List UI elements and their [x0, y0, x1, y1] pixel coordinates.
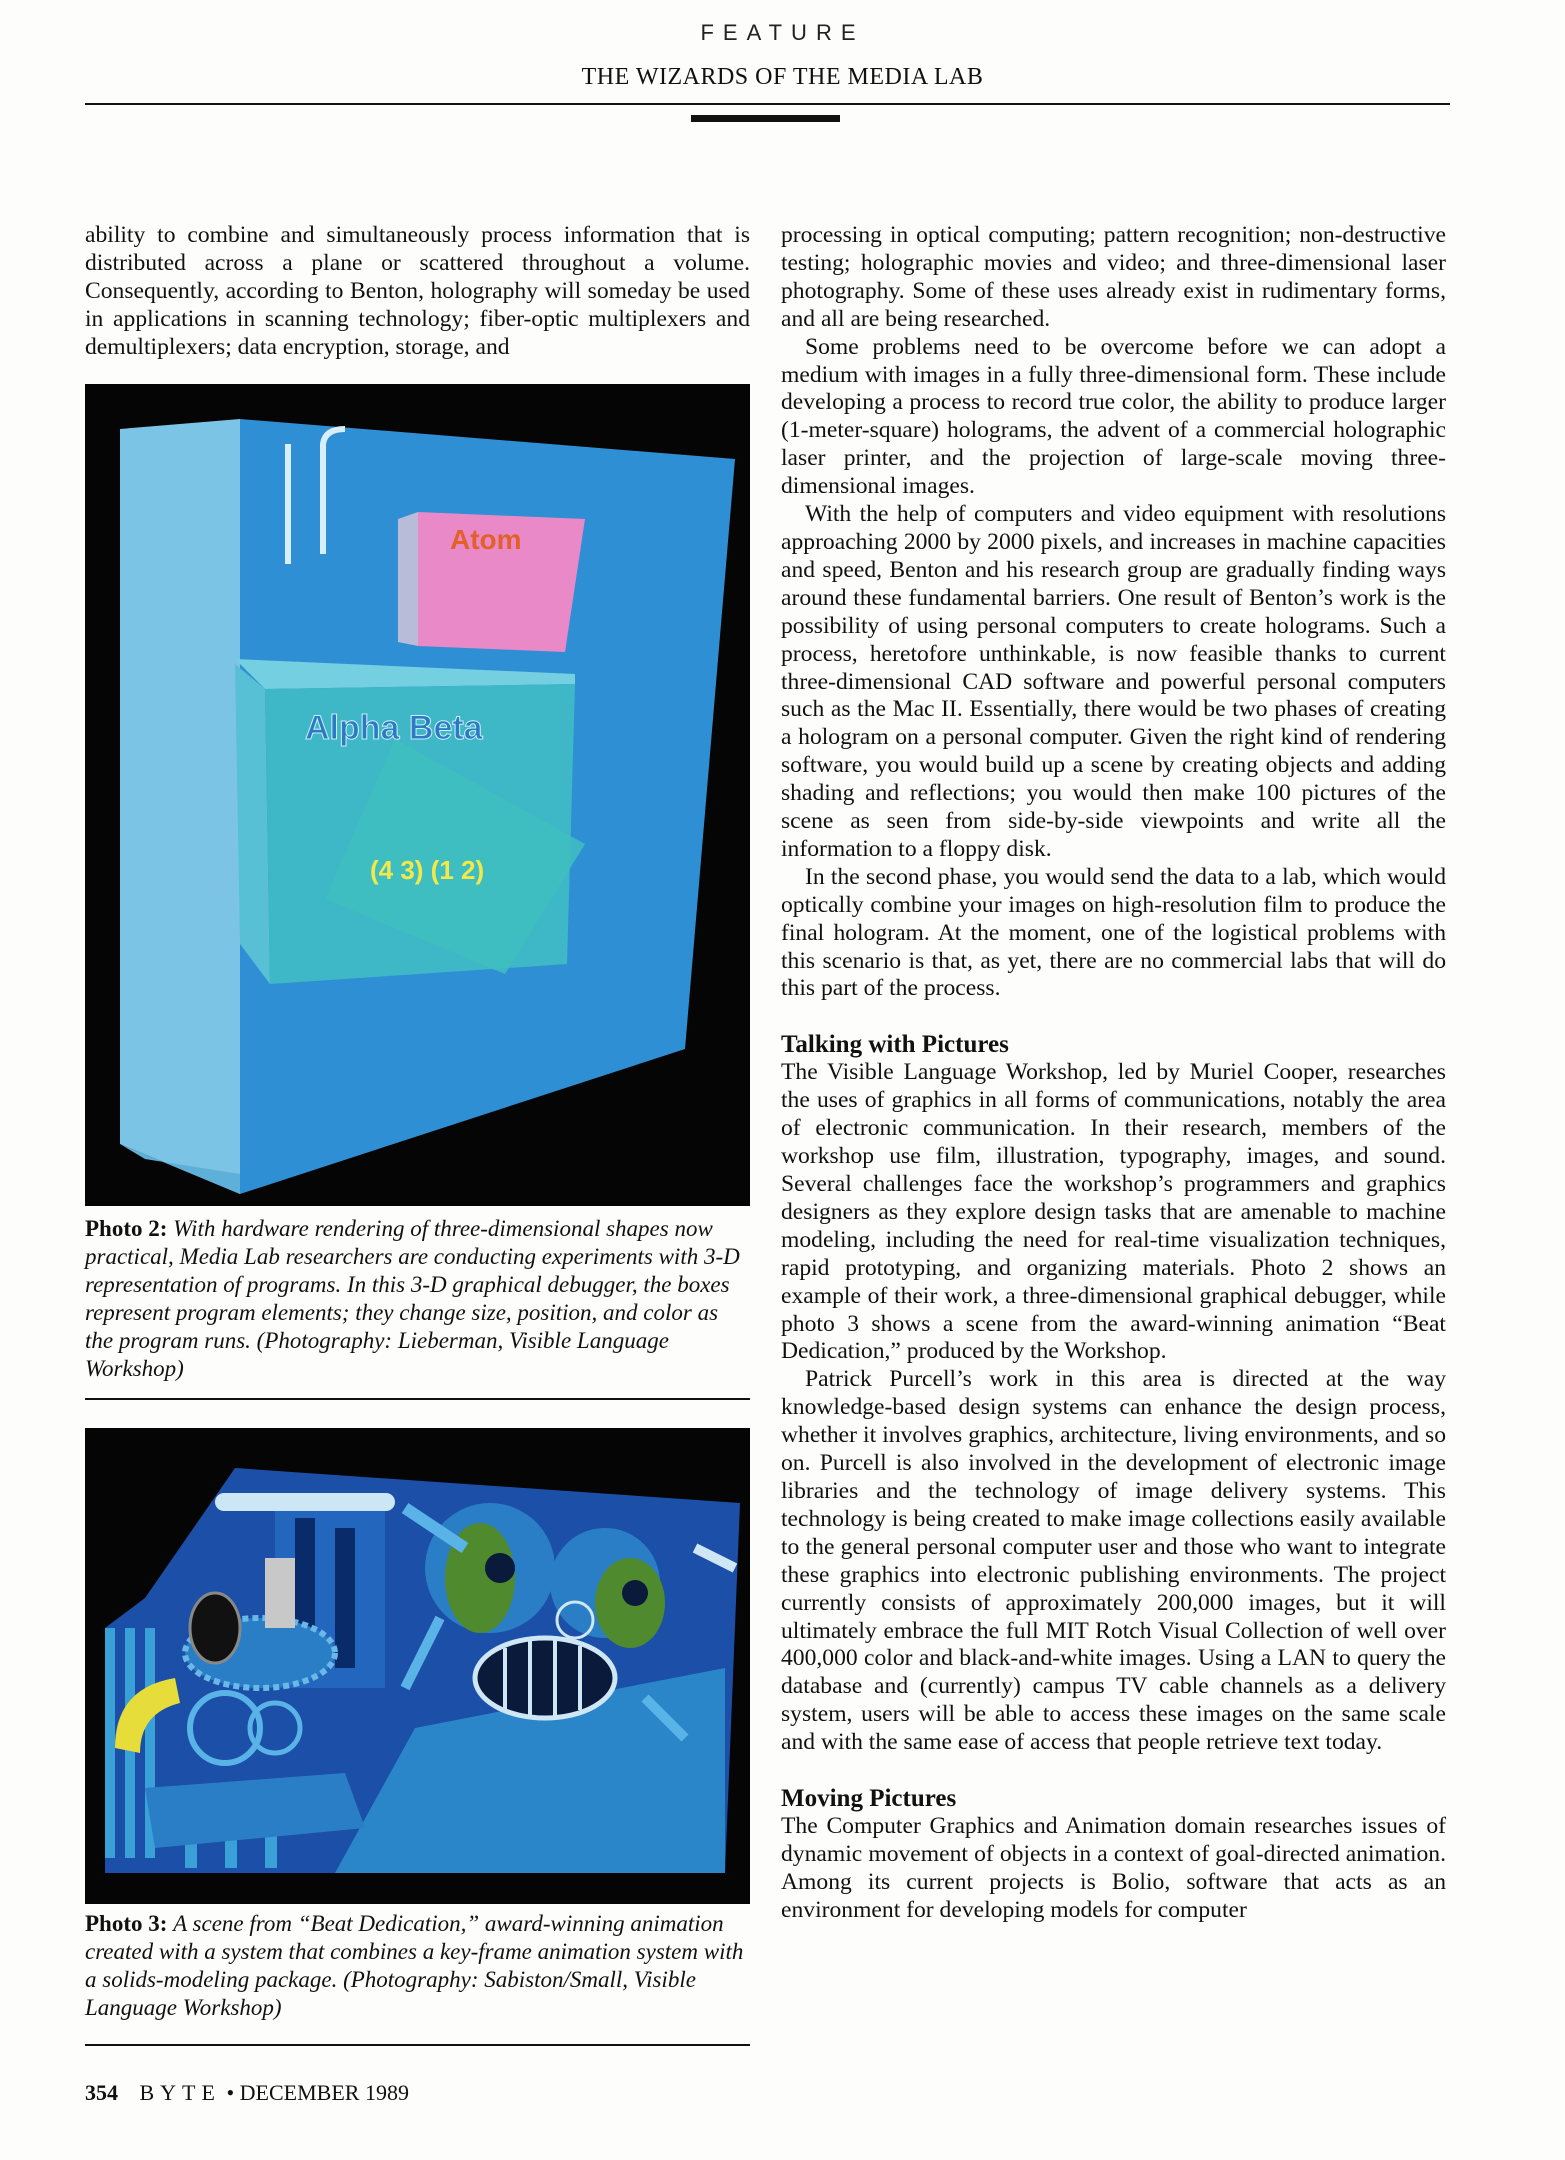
- 3d-debugger-illustration: [85, 384, 750, 1206]
- section-kicker: FEATURE: [700, 20, 865, 45]
- beat-dedication-scene: [85, 1428, 750, 1904]
- photo-2-caption: [85, 1215, 750, 1383]
- magazine-name: BYTE: [139, 2080, 221, 2105]
- body-paragraph: The Computer Graphics and Animation domain researches issues of dynamic movement of objects in a context of goal-directed animation. Among its current projects is Bolio, software that acts as an environment for developing models for computer: [781, 1813, 1446, 1923]
- section-heading-moving-pictures: Moving Pictures: [781, 1785, 957, 1813]
- page-number: 354: [85, 2080, 118, 2105]
- body-paragraph: With the help of computers and video equipment with resolutions approaching 2000 by 2000 pixels, and increases in machine capacities and speed, Benton and his research group are gradually finding ways around these fundamental barriers. One result of Benton’s work is the possibility of using personal computers to create holograms. Such a process, heretofore unthinkable, is now feasible thanks to current three-dimensional CAD software and powerful personal computers such as the Mac II. Essentially, there would be two phases of creating a hologram on a personal computer. Given the right kind of rendering software, you would build up a scene by creating objects and adding shading and reflections; you would then make 100 pictures of the scene as seen from side-by-side viewpoints and write all the information to a floppy disk.: [781, 501, 1446, 862]
- header-rule-mark: [691, 115, 840, 122]
- caption-rule: [85, 2044, 750, 2046]
- photo-2-image: [85, 384, 750, 1206]
- body-paragraph: In the second phase, you would send the data to a lab, which would optically combine your images on high-resolution film to produce the final hologram. At the moment, one of the logistical problems with this scenario is that, as yet, there are no commercial labs that will do this part of the process.: [781, 863, 1446, 1002]
- caption-text: A scene from “Beat Dedication,” award-winning animation created with a system that combines a key-frame animation system with a solids-modeling package. (Photography: Sabiston/Small, Visible Language Workshop): [85, 1911, 744, 2020]
- caption-rule: [85, 1398, 750, 1400]
- caption-label: Photo 3:: [85, 1911, 168, 1936]
- header-rule: [85, 103, 1450, 105]
- running-title: THE WIZARDS OF THE MEDIA LAB: [581, 64, 984, 90]
- body-paragraph: processing in optical computing; pattern recognition; non-destructive testing; holographic movies and video; and three-dimensional laser photography. Some of these uses already exist in rudimentary forms, and all are being researched.: [781, 222, 1446, 332]
- plane-label: (4 3) (1 2): [370, 855, 485, 885]
- photo-3-caption: [85, 1910, 750, 2022]
- page-footer: [85, 2080, 409, 2106]
- left-column: [85, 222, 750, 362]
- box-label-alpha-beta: Alpha Beta: [305, 709, 483, 747]
- body-paragraph: The Visible Language Workshop, led by Muriel Cooper, researches the uses of graphics in all forms of communications, notably the area of electronic communication. In their research, members of the workshop use film, illustration, typography, images, and sound. Several challenges face the workshop’s programmers and graphics designers as they explore design tasks that are amenable to machine modeling, including the need for real-time visualization techniques, rapid prototyping, and organizing materials. Photo 2 shows an example of their work, a three-dimensional graphical debugger, while photo 3 shows a scene from the award-winning animation “Beat Dedication,” produced by the Workshop.: [781, 1059, 1446, 1365]
- issue-date: DECEMBER 1989: [239, 2080, 409, 2105]
- body-paragraph: Some problems need to be overcome before we can adopt a medium with images in a fully three-dimensional form. These include developing a process to record true color, the ability to produce larger (1-meter-square) holograms, the advent of a commercial holographic laser printer, and the projection of large-scale moving three-dimensional images.: [781, 333, 1446, 500]
- caption-text: With hardware rendering of three-dimensional shapes now practical, Media Lab researchers are conducting experiments with 3-D representation of programs. In this 3-D graphical debugger, the boxes represent program elements; they change size, position, and color as the program runs. (Photography: Lieberman, Visible Language Workshop): [85, 1216, 740, 1381]
- right-column: [781, 222, 1446, 1925]
- photo-3-image: [85, 1428, 750, 1904]
- section-heading-talking-with-pictures: Talking with Pictures: [781, 1031, 1009, 1059]
- caption-label: Photo 2:: [85, 1216, 168, 1241]
- footer-separator: •: [226, 2080, 235, 2105]
- body-paragraph: Patrick Purcell’s work in this area is directed at the way knowledge-based design systems can enhance the design process, whether it involves graphics, architecture, living environments, and so on. Purcell is also involved in the development of electronic image libraries and the technology of image delivery systems. This technology is being created to make image collections easily available to the general personal computer user and those who want to integrate these graphics into electronic publishing environments. The project currently consists of approximately 200,000 images, but it will ultimately embrace the full MIT Rotch Visual Collection of well over 400,000 color and black-and-white images. Using a LAN to query the database and (currently) campus TV cable channels as a delivery system, users will be able to access these images on the same scale and with the same ease of access that people retrieve text today.: [781, 1366, 1446, 1756]
- box-label-atom: Atom: [450, 524, 522, 555]
- body-paragraph: ability to combine and simultaneously process information that is distributed across a plane or scattered throughout a volume. Consequently, according to Benton, holography will someday be used in applications in scanning technology; fiber-optic multiplexers and demultiplexers; data encryption, storage, and: [85, 222, 750, 360]
